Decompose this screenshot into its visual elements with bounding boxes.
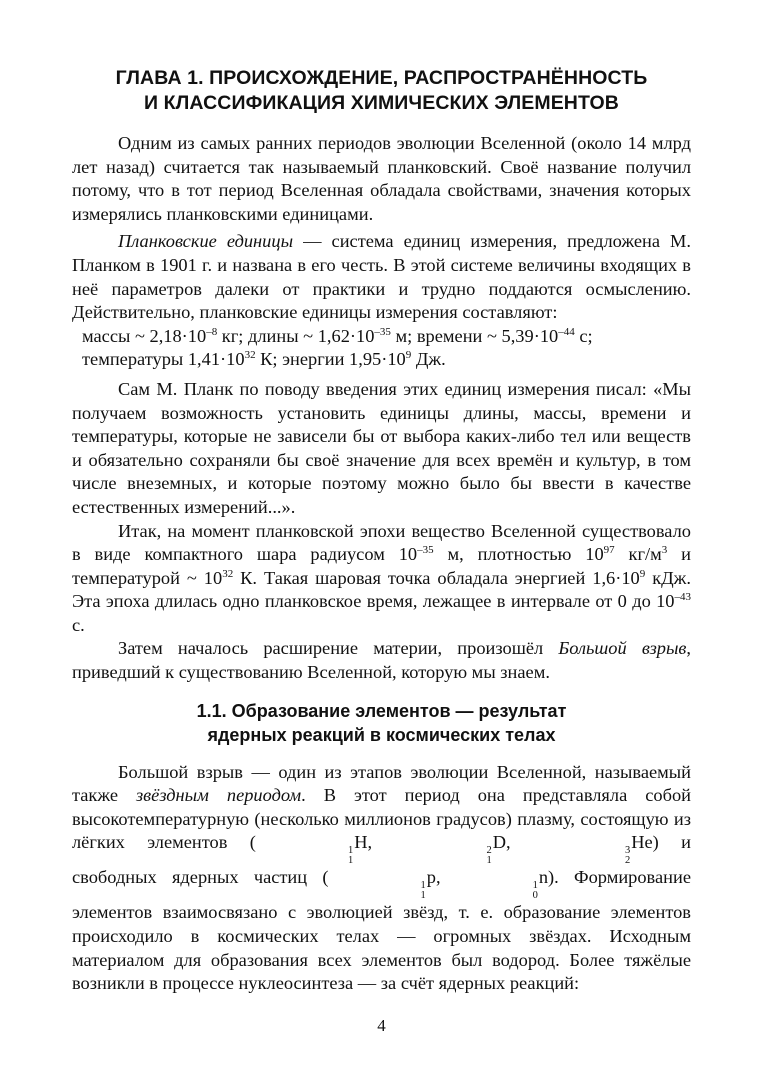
- term-planck-units: Планковские единицы: [118, 231, 294, 252]
- planck-units-text: — система единиц измерения, предложена М. Планком в 1901 г. и названа в его честь. В этой системе величины входящих в неё параметров далеки от практики и трудно поддаются осмыслению. Действительно, планковские единицы измерения составляют:: [72, 231, 692, 323]
- paragraph-planck-quote: Сам М. Планк по поводу введения этих единиц измерения писал: «Мы получаем возможность установить единицы длины, массы, времени и температуры, которые не зависели бы от выбора каких-либо тел или веществ и обязательно сохраняли бы своё значение для всех времён и культур, в том числе внеземных, и которые поэтому можно было бы ввести в качестве естественных измерений...».: [72, 378, 691, 517]
- formula-line-1: массы ~ $2,18\cdot 10^{-8}$ кг; длины ~ $1,62\cdot 10^{-35}$ м; времени ~ $5,39\cdot 10^{-44}$ с;: [82, 325, 593, 346]
- nuclide-proton: 1 1 p: [420, 867, 436, 902]
- section-title-line-2: ядерных реакций в космических телах: [207, 724, 556, 745]
- term-stellar-period: звёздным периодом: [136, 785, 302, 806]
- chapter-title-line-1: ГЛАВА 1. ПРОИСХОЖДЕНИЕ, РАСПРОСТРАНЁННОСТЬ: [115, 67, 648, 89]
- paragraph-stellar-period: Большой взрыв — один из этапов эволюции Вселенной, называемый также звёздным периодом. В этот период она представляла собой высокотемпературную (несколько миллионов градусов) плазму, состоящую из лёгких элементов ( 1 1 H, 2 1 D, 3 2 He) и свободных ядерных частиц ( 1 1 p, 1 0 n). Формирование элементов взаимосвязано с эволюцией звёзд, т. е. образование элементов происходило в космических телах — огромных звёздах. Исходным материалом для образования всех элементов был водород. Более тяжёлые возникли в процессе нуклеосинтеза — за счёт ядерных реакций:: [72, 761, 692, 994]
- section-title-line-1: 1.1. Образование элементов — результат: [196, 700, 567, 721]
- paragraph-planck-epoch: Одним из самых ранних периодов эволюции Вселенной (около 14 млрд лет назад) считается так называемый планковский. Своё название получил потому, что в тот период Вселенная обладала свойствами, значения которых измерялись планковскими единицами.: [72, 133, 691, 224]
- planck-units-formula: [72, 325, 691, 372]
- nuclide-hydrogen: 1 1 H: [347, 832, 368, 867]
- nuclide-neutron: 1 0 n: [532, 867, 549, 902]
- page-content: [72, 66, 691, 996]
- nuclide-deuterium: 2 1 D: [486, 832, 506, 867]
- section-title: [72, 699, 691, 747]
- nuclide-helium: 3 2 He: [624, 832, 653, 867]
- page-number: 4: [377, 1016, 386, 1035]
- paragraph-planck-units: [72, 230, 691, 324]
- term-big-bang: Большой взрыв: [558, 638, 687, 659]
- formula-line-2: температуры $1,41\cdot 10^{32}$ К; энергии $1,95\cdot 10^9$ Дж.: [82, 349, 446, 370]
- paragraph-big-bang: Затем началось расширение материи, произошёл Большой взрыв, приведший к существованию Вселенной, которую мы знаем.: [72, 638, 691, 683]
- chapter-title: [72, 66, 691, 116]
- paragraph-planck-epoch-matter: Итак, на момент планковской эпохи вещество Вселенной существовало в виде компактного шара радиусом $10^{-35}$ м, плотностью $10^{97}$ $кг/м^3$ и температурой ~ $10^{32}$ К. Такая шаровая точка обладала энергией $1,6\cdot 10^9$ кДж. Эта эпоха длилась одно планковское время, лежащее в интервале от 0 до $10^{-43}$ с.: [72, 520, 691, 635]
- chapter-title-line-2: И КЛАССИФИКАЦИЯ ХИМИЧЕСКИХ ЭЛЕМЕНТОВ: [144, 92, 619, 114]
